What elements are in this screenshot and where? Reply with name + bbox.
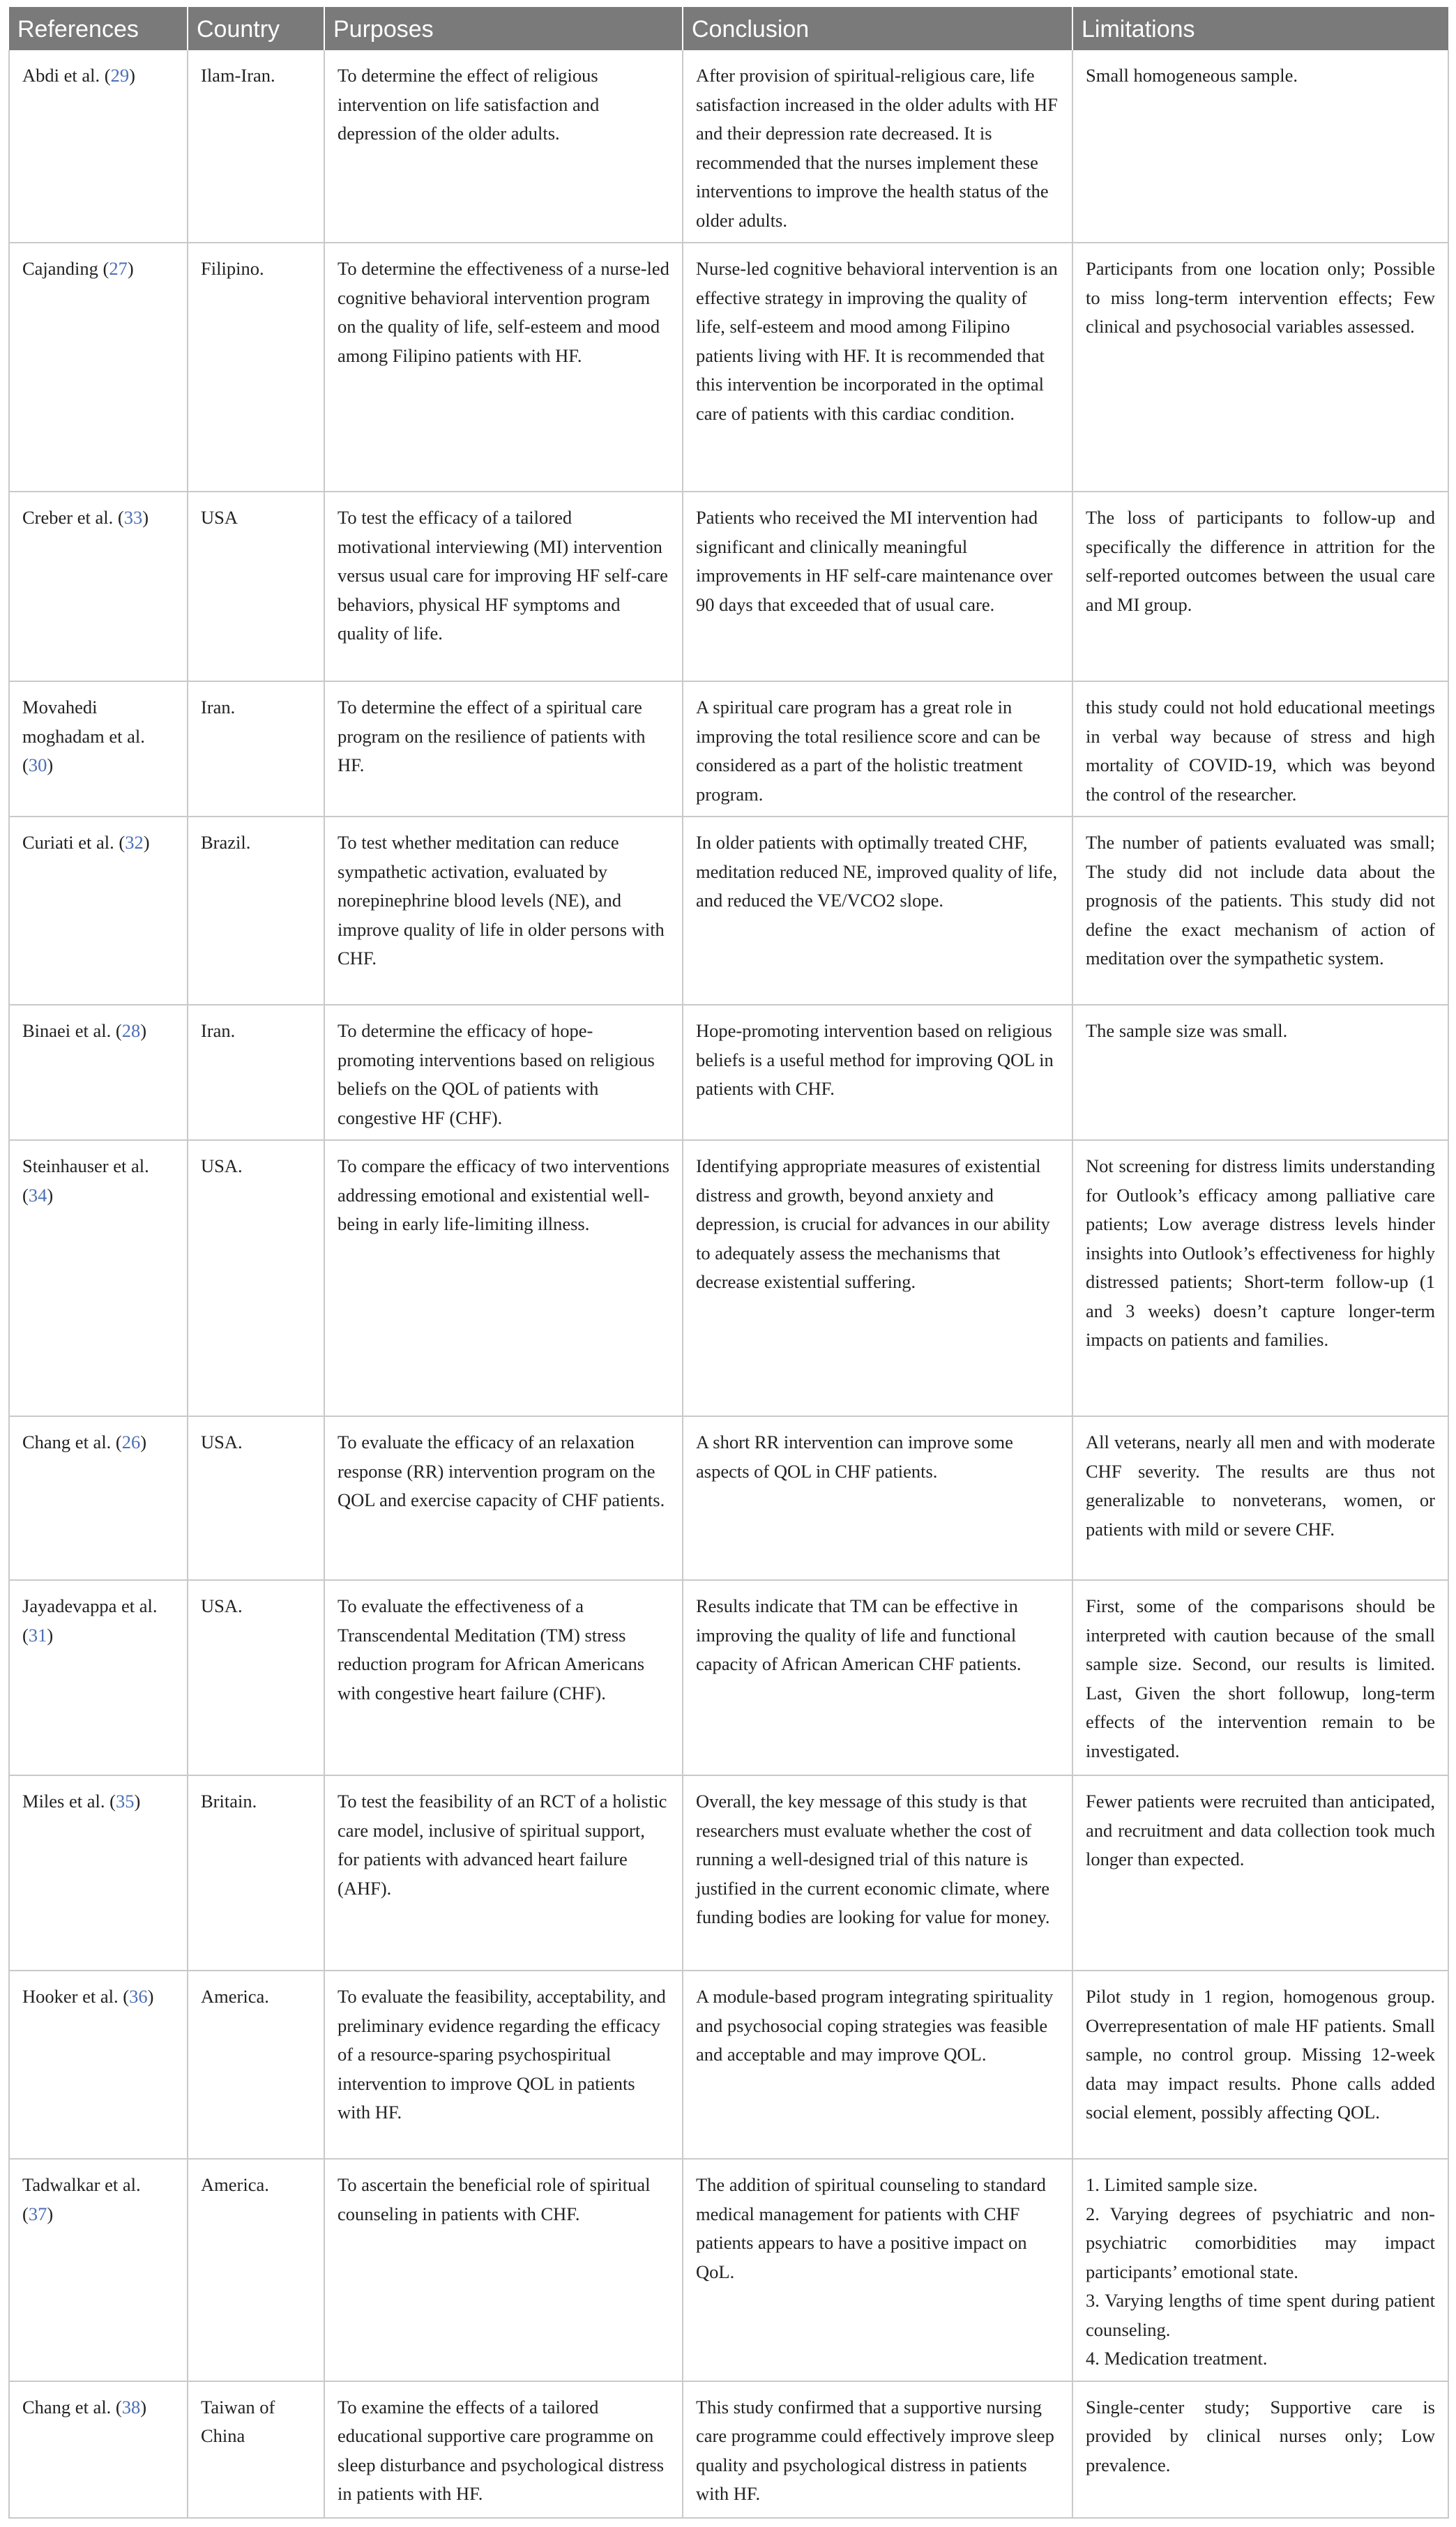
header-conclusion: Conclusion [683,7,1072,50]
purpose-cell: To determine the efficacy of hope-promoting interventions based on religious beliefs on the QOL of patients with congestive HF (CHF). [324,1005,683,1140]
purpose-cell: To evaluate the feasibility, acceptability, and preliminary evidence regarding the efficacy of a resource-sparing psychospiritual intervention to improve QOL in patients with HF. [324,1971,683,2159]
purpose-cell: To compare the efficacy of two interventions addressing emotional and existential well-being in early life-limiting illness. [324,1140,683,1416]
limitations-cell: All veterans, nearly all men and with moderate CHF severity. The results are thus not generalizable to nonveterans, women, or patients with mild or severe CHF. [1072,1416,1448,1580]
limitations-cell: Not screening for distress limits understanding for Outlook’s efficacy among palliative care patients; Low average distress levels hinder insights into Outlook’s effectiveness for highly distressed patients; Short-term follow-up (1 and 3 weeks) doesn’t capture longer-term impacts on patients and families. [1072,1140,1448,1416]
limitations-cell: Participants from one location only; Possible to miss long-term intervention effects; Few clinical and psychosocial variables assessed. [1072,243,1448,492]
table-row [9,2159,1448,2381]
citation-link[interactable]: 29 [110,65,130,86]
purpose-cell: To test the efficacy of a tailored motivational interviewing (MI) intervention versus usual care for improving HF self-care behaviors, physical HF symptoms and quality of life. [324,492,683,681]
citation-link[interactable]: 32 [125,832,144,853]
table-header [9,7,1448,50]
country-cell: Taiwan of China [188,2381,324,2518]
country-cell: Iran. [188,681,324,817]
limitations-cell: Fewer patients were recruited than anticipated, and recruitment and data collection took much longer than expected. [1072,1775,1448,1971]
table-row [9,243,1448,492]
purpose-cell: To test the feasibility of an RCT of a holistic care model, inclusive of spiritual support, for patients with advanced heart failure (AHF). [324,1775,683,1971]
reference-cell: Steinhauser et al. (34) [9,1140,188,1416]
limitations-cell: The sample size was small. [1072,1005,1448,1140]
country-cell: USA [188,492,324,681]
limitations-cell: First, some of the comparisons should be interpreted with caution because of the small sample size. Second, our results is limited. Last, Given the short followup, long-term effects of the intervention remain to be investigated. [1072,1580,1448,1775]
conclusion-cell: A spiritual care program has a great role in improving the total resilience score and can be considered as a part of the holistic treatment program. [683,681,1072,817]
header-country: Country [188,7,324,50]
reference-cell: Movahedi moghadam et al. (30) [9,681,188,817]
table-row [9,1005,1448,1140]
header-limitations: Limitations [1072,7,1448,50]
citation-link[interactable]: 31 [28,1624,47,1646]
purpose-cell: To ascertain the beneficial role of spiritual counseling in patients with CHF. [324,2159,683,2381]
citation-link[interactable]: 28 [121,1020,141,1041]
citation-link[interactable]: 36 [129,1986,148,2007]
country-cell: USA. [188,1416,324,1580]
conclusion-cell: Patients who received the MI intervention had significant and clinically meaningful improvements in HF self-care maintenance over 90 days that exceeded that of usual care. [683,492,1072,681]
citation-link[interactable]: 33 [123,507,143,528]
country-cell: America. [188,1971,324,2159]
table-row [9,2381,1448,2518]
country-cell: USA. [188,1140,324,1416]
conclusion-cell: Hope-promoting intervention based on religious beliefs is a useful method for improving QOL in patients with CHF. [683,1005,1072,1140]
conclusion-cell: This study confirmed that a supportive nursing care programme could effectively improve sleep quality and psychological distress in patients with HF. [683,2381,1072,2518]
table-row [9,1140,1448,1416]
limitations-cell: Small homogeneous sample. [1072,50,1448,243]
table-row [9,681,1448,817]
citation-link[interactable]: 26 [121,1432,141,1452]
table-row [9,1971,1448,2159]
conclusion-cell: Nurse-led cognitive behavioral intervention is an effective strategy in improving the quality of life, self-esteem and mood among Filipino patients living with HF. It is recommended that this intervention be incorporated in the optimal care of patients with this cardiac condition. [683,243,1072,492]
reference-cell: Cajanding (27) [9,243,188,492]
country-cell: Filipino. [188,243,324,492]
citation-link[interactable]: 34 [28,1184,47,1206]
reference-cell: Jayadevappa et al. (31) [9,1580,188,1775]
references-table [8,7,1449,2519]
limitation-item: 2. Varying degrees of psychiatric and non-psychiatric comorbidities may impact participants’ emotional state. [1086,2203,1435,2282]
purpose-cell: To test whether meditation can reduce sympathetic activation, evaluated by norepinephrine blood levels (NE), and improve quality of life in older persons with CHF. [324,817,683,1005]
reference-cell: Curiati et al. (32) [9,817,188,1005]
citation-link[interactable]: 38 [121,2396,141,2418]
citation-link[interactable]: 37 [28,2203,47,2224]
reference-cell: Creber et al. (33) [9,492,188,681]
conclusion-cell: After provision of spiritual-religious care, life satisfaction increased in the older adults with HF and their depression rate decreased. It is recommended that the nurses implement these interventions to improve the health status of the older adults. [683,50,1072,243]
limitation-item: 1. Limited sample size. [1086,2174,1258,2195]
purpose-cell: To evaluate the effectiveness of a Transcendental Meditation (TM) stress reduction program for African Americans with congestive heart failure (CHF). [324,1580,683,1775]
reference-cell: Tadwalkar et al. (37) [9,2159,188,2381]
purpose-cell: To evaluate the efficacy of an relaxation response (RR) intervention program on the QOL and exercise capacity of CHF patients. [324,1416,683,1580]
conclusion-cell: A module-based program integrating spirituality and psychosocial coping strategies was feasible and acceptable and may improve QOL. [683,1971,1072,2159]
citation-link[interactable]: 27 [109,258,128,279]
table-row [9,1416,1448,1580]
conclusion-cell: Identifying appropriate measures of existential distress and growth, beyond anxiety and depression, is crucial for advances in our ability to adequately assess the mechanisms that decrease existential suffering. [683,1140,1072,1416]
limitations-cell: The loss of participants to follow-up and specifically the difference in attrition for the self-reported outcomes between the usual care and MI group. [1072,492,1448,681]
header-row [9,7,1448,50]
reference-cell: Hooker et al. (36) [9,1971,188,2159]
reference-cell: Miles et al. (35) [9,1775,188,1971]
limitations-cell: The number of patients evaluated was small; The study did not include data about the prognosis of the patients. This study did not define the exact mechanism of action of meditation over the sympathetic system. [1072,817,1448,1005]
limitations-cell: Pilot study in 1 region, homogenous group. Overrepresentation of male HF patients. Small sample, no control group. Missing 12-week data may impact results. Phone calls added social element, possibly affecting QOL. [1072,1971,1448,2159]
conclusion-cell: Results indicate that TM can be effective in improving the quality of life and functional capacity of African American CHF patients. [683,1580,1072,1775]
table-row [9,817,1448,1005]
reference-cell: Chang et al. (26) [9,1416,188,1580]
conclusion-cell: In older patients with optimally treated CHF, meditation reduced NE, improved quality of life, and reduced the VE/VCO2 slope. [683,817,1072,1005]
conclusion-cell: Overall, the key message of this study is that researchers must evaluate whether the cost of running a well-designed trial of this nature is justified in the current economic climate, where funding bodies are looking for value for money. [683,1775,1072,1971]
limitations-cell: Single-center study; Supportive care is provided by clinical nurses only; Low prevalence. [1072,2381,1448,2518]
purpose-cell: To examine the effects of a tailored educational supportive care programme on sleep disturbance and psychological distress in patients with HF. [324,2381,683,2518]
country-cell: Ilam-Iran. [188,50,324,243]
limitation-item: 4. Medication treatment. [1086,2348,1268,2369]
conclusion-cell: A short RR intervention can improve some aspects of QOL in CHF patients. [683,1416,1072,1580]
table-row [9,1580,1448,1775]
limitations-cell: this study could not hold educational meetings in verbal way because of stress and high mortality of COVID-19, which was beyond the control of the researcher. [1072,681,1448,817]
table-row [9,1775,1448,1971]
country-cell: Iran. [188,1005,324,1140]
country-cell: Brazil. [188,817,324,1005]
header-references: References [9,7,188,50]
purpose-cell: To determine the effect of religious intervention on life satisfaction and depression of the older adults. [324,50,683,243]
country-cell: USA. [188,1580,324,1775]
purpose-cell: To determine the effect of a spiritual care program on the resilience of patients with HF. [324,681,683,817]
country-cell: Britain. [188,1775,324,1971]
limitation-item: 3. Varying lengths of time spent during patient counseling. [1086,2290,1435,2340]
purpose-cell: To determine the effectiveness of a nurse-led cognitive behavioral intervention program on the quality of life, self-esteem and mood among Filipino patients with HF. [324,243,683,492]
citation-link[interactable]: 30 [28,754,47,775]
table-row [9,50,1448,243]
conclusion-cell: The addition of spiritual counseling to standard medical management for patients with CHF patients appears to have a positive impact on QoL. [683,2159,1072,2381]
table-body [9,50,1448,2518]
header-purposes: Purposes [324,7,683,50]
reference-cell: Binaei et al. (28) [9,1005,188,1140]
table-row [9,492,1448,681]
citation-link[interactable]: 35 [115,1791,135,1812]
country-cell: America. [188,2159,324,2381]
limitations-cell [1072,2159,1448,2381]
reference-cell: Chang et al. (38) [9,2381,188,2518]
reference-cell: Abdi et al. (29) [9,50,188,243]
